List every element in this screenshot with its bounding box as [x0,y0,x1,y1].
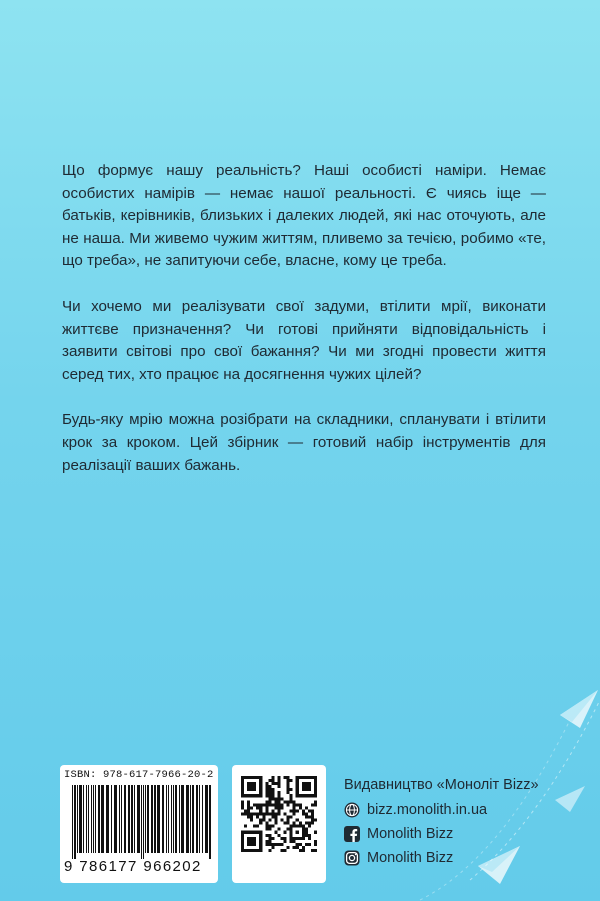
description-text [62,160,546,500]
paragraph-2: Чи хочемо ми реалізувати свої задуми, втілити мрії, виконати життєве призначення? Чи готові прийняти відповідальність і заявити світові про свої бажання? Чи ми згодні провести життя серед тих, хто працює на досягнення чужих цілей? [62,297,546,383]
paper-plane-icon [560,690,598,728]
paragraph-1: Що формує нашу реальність? Наші особисті наміри. Немає особистих намірів — немає нашої реальності. Є чиясь іще — батьків, керівників, близьких і далеких людей, які нас оточують, але не наша. Ми живемо чужим життям, пливемо за течією, робимо «те, що треба», не запитуючи себе, власне, кому це треба. [62,162,546,270]
paragraph-3: Будь-яку мрію можна розібрати на складники, спланувати і втілити крок за кроком. Цей збірник — готовий набір інструментів для реалізації ваших бажань. [62,411,546,474]
facebook-text: Monolith Bizz [367,826,454,842]
facebook-icon [344,826,360,842]
barcode-bars [72,785,212,859]
ean-digits: 9 786177 966202 [64,858,202,875]
qr-code-icon [241,776,317,852]
instagram-icon [344,850,360,866]
isbn-label: ISBN: 978-617-7966-20-2 [64,769,214,781]
website-text: bizz.monolith.in.ua [367,802,488,818]
publisher-title: Видавництво «Моноліт Bizz» [344,777,539,793]
facebook-link[interactable] [344,823,539,845]
qr-code [232,765,326,883]
isbn-barcode [60,765,218,883]
website-link[interactable] [344,799,539,821]
paper-plane-icon [555,786,585,812]
instagram-text: Monolith Bizz [367,850,454,866]
instagram-link[interactable] [344,847,539,869]
globe-icon [344,802,360,818]
publisher-info [344,777,539,871]
